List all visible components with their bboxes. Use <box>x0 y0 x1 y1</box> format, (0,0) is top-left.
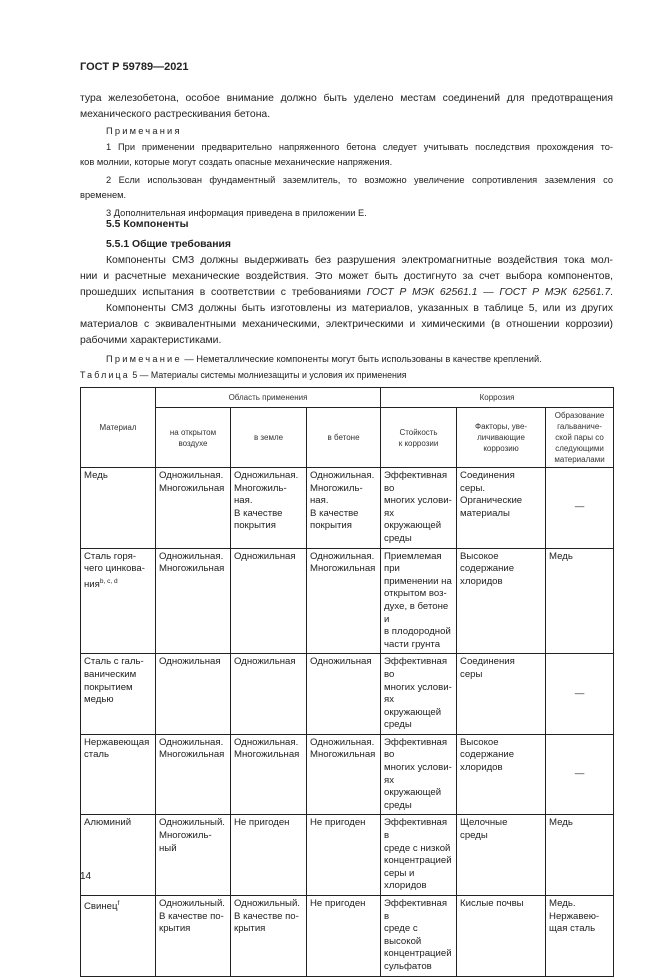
footnote-ref: b, c, d <box>99 577 118 585</box>
text-line <box>80 285 613 301</box>
subsection-heading: 5.5.1 Общие требования <box>106 239 231 250</box>
note-line: 3 Дополнительная информация приведена в приложении Е. <box>106 207 367 218</box>
table-cell: Кислые почвы <box>457 896 546 977</box>
note-line: 2 Если использован фундаментный заземлитель, то возможно увеличение сопротивления заземления со <box>106 174 613 185</box>
table-row <box>81 734 614 815</box>
table-caption <box>80 368 613 384</box>
table-cell: Не пригоден <box>307 815 381 896</box>
table-cell: Приемлемая при применении на открытом воз- духе, в бетоне и в плодородной части грунта <box>381 548 457 654</box>
note-label: Примечание <box>106 354 182 364</box>
table-row <box>81 548 614 654</box>
table-cell: Соединения серы. Органические материалы <box>457 468 546 549</box>
header-corrosion-factors: Факторы, уве- личивающие коррозию <box>457 408 546 468</box>
material-cell <box>81 548 156 654</box>
table-cell: Не пригоден <box>231 815 307 896</box>
table-cell: — <box>546 654 614 735</box>
table-cell: Не пригоден <box>307 896 381 977</box>
text-span: прошедших испытания в соответствии с требованиями <box>80 287 367 298</box>
table-row <box>81 654 614 735</box>
text-line: Компоненты СМЗ должны быть изготовлены из материалов, указанных в таблице 5, или из других <box>106 303 613 314</box>
table-cell: Одножильная. Многожильная <box>156 468 231 549</box>
table-cell: Одножильная <box>231 654 307 735</box>
material-cell <box>81 468 156 549</box>
text-line: рабочими характеристиками. <box>80 335 222 346</box>
table-cell: Одножильная <box>156 654 231 735</box>
section-5-5 <box>80 217 613 368</box>
table-cell: Одножильный. В качестве по- крытия <box>231 896 307 977</box>
table-cell: Одножильный. Многожиль- ный <box>156 815 231 896</box>
material-name: Медь <box>84 470 108 481</box>
header-galvanic-pair: Образование гальваниче- ской пары со следующими материалами <box>546 408 614 468</box>
caption-text: 5 — Материалы системы молниезащиты и условия их применения <box>129 370 407 380</box>
table-cell: Одножильная. Многожиль- ная. В качестве покрытия <box>231 468 307 549</box>
table-cell: Одножильная. Многожильная <box>307 734 381 815</box>
table-row <box>81 815 614 896</box>
table-cell: Высокое содержание хлоридов <box>457 734 546 815</box>
material-name: Свинец <box>84 901 118 913</box>
table-cell: Эффективная в среде с низкой концентрацией серы и хлоридов <box>381 815 457 896</box>
table-cell: Высокое содержание хлоридов <box>457 548 546 654</box>
text-line: Компоненты СМЗ должны выдерживать без разрушения электромагнитные воздействия тока мол- <box>106 255 613 266</box>
table-cell: Щелочные среды <box>457 815 546 896</box>
header-corrosion: Коррозия <box>381 388 614 408</box>
table-cell: Медь. Нержавею- щая сталь <box>546 896 614 977</box>
table-cell: — <box>546 734 614 815</box>
header-corrosion-resistance: Стойкость к коррозии <box>381 408 457 468</box>
material-cell <box>81 896 156 977</box>
table-cell: Одножильная. Многожильная <box>307 548 381 654</box>
table-row <box>81 468 614 549</box>
table-cell: Эффективная во многих услови- ях окружающей среды <box>381 654 457 735</box>
table-cell: Одножильная. Многожильная <box>156 548 231 654</box>
table-row <box>81 896 614 977</box>
caption-label: Таблица <box>80 370 130 380</box>
standard-reference: ГОСТ Р МЭК 62561.1 — ГОСТ Р МЭК 62561.7 <box>366 287 611 298</box>
table-cell: Соединения серы <box>457 654 546 735</box>
text-line: механического растрескивания бетона. <box>80 109 271 120</box>
note-line: 1 При применении предварительно напряженного бетона следует учитывать последствия прохождения то- <box>106 141 613 152</box>
material-name: Алюминий <box>84 817 132 829</box>
text-line: материалов с эквивалентными механическими, электрическими и химическими (в отношении коррозии) <box>80 319 613 330</box>
notes-title: Примечания <box>106 126 182 136</box>
footnote-ref: f <box>117 900 120 907</box>
material-name: Сталь с галь- ваническим покрытием медью <box>84 656 144 706</box>
header-in-soil: в земле <box>231 408 307 468</box>
header-outdoor: на открытом воздухе <box>156 408 231 468</box>
notes-block <box>80 124 613 221</box>
page-number: 14 <box>80 871 92 882</box>
table-cell: Эффективная в среде с высокой концентрацией сульфатов <box>381 896 457 977</box>
text-span: . <box>610 287 613 298</box>
material-name: Нержавеющая сталь <box>84 736 150 761</box>
header-in-concrete: в бетоне <box>307 408 381 468</box>
text-line: нии и расчетные механические воздействия. Это может быть достигнуто за счет выбора компонентов, <box>80 271 613 282</box>
note-line: ков молнии, которые могут создать опасные механические напряжения. <box>80 157 393 167</box>
intro-paragraph <box>80 91 613 123</box>
table-cell: Одножильная <box>307 654 381 735</box>
material-name: Сталь горя- чего цинкова- ния <box>84 550 145 590</box>
materials-table <box>80 387 614 977</box>
section-heading: 5.5 Компоненты <box>106 219 189 230</box>
table-cell: Эффективная во многих услови- ях окружающей среды <box>381 468 457 549</box>
table-cell: Медь <box>546 548 614 654</box>
header-material: Материал <box>81 388 156 468</box>
table-cell: Эффективная во многих услови- ях окружающей среды <box>381 734 457 815</box>
table-cell: Одножильный. В качестве по- крытия <box>156 896 231 977</box>
document-code: ГОСТ Р 59789—2021 <box>80 61 189 73</box>
material-cell <box>81 815 156 896</box>
table-cell: Медь <box>546 815 614 896</box>
header-application: Область применения <box>156 388 381 408</box>
material-cell <box>81 734 156 815</box>
table-cell: — <box>546 468 614 549</box>
table-cell: Одножильная. Многожильная <box>156 734 231 815</box>
table-cell: Одножильная <box>231 548 307 654</box>
note-line: временем. <box>80 190 127 200</box>
material-cell <box>81 654 156 735</box>
note-text: — Неметаллические компоненты могут быть использованы в качестве креплений. <box>181 354 542 364</box>
table-cell: Одножильная. Многожиль- ная. В качестве покрытия <box>307 468 381 549</box>
text-line: тура железобетона, особое внимание должно быть уделено местам соединений для предотвращения <box>80 93 613 104</box>
table-cell: Одножильная. Многожильная <box>231 734 307 815</box>
note-line <box>80 352 613 368</box>
